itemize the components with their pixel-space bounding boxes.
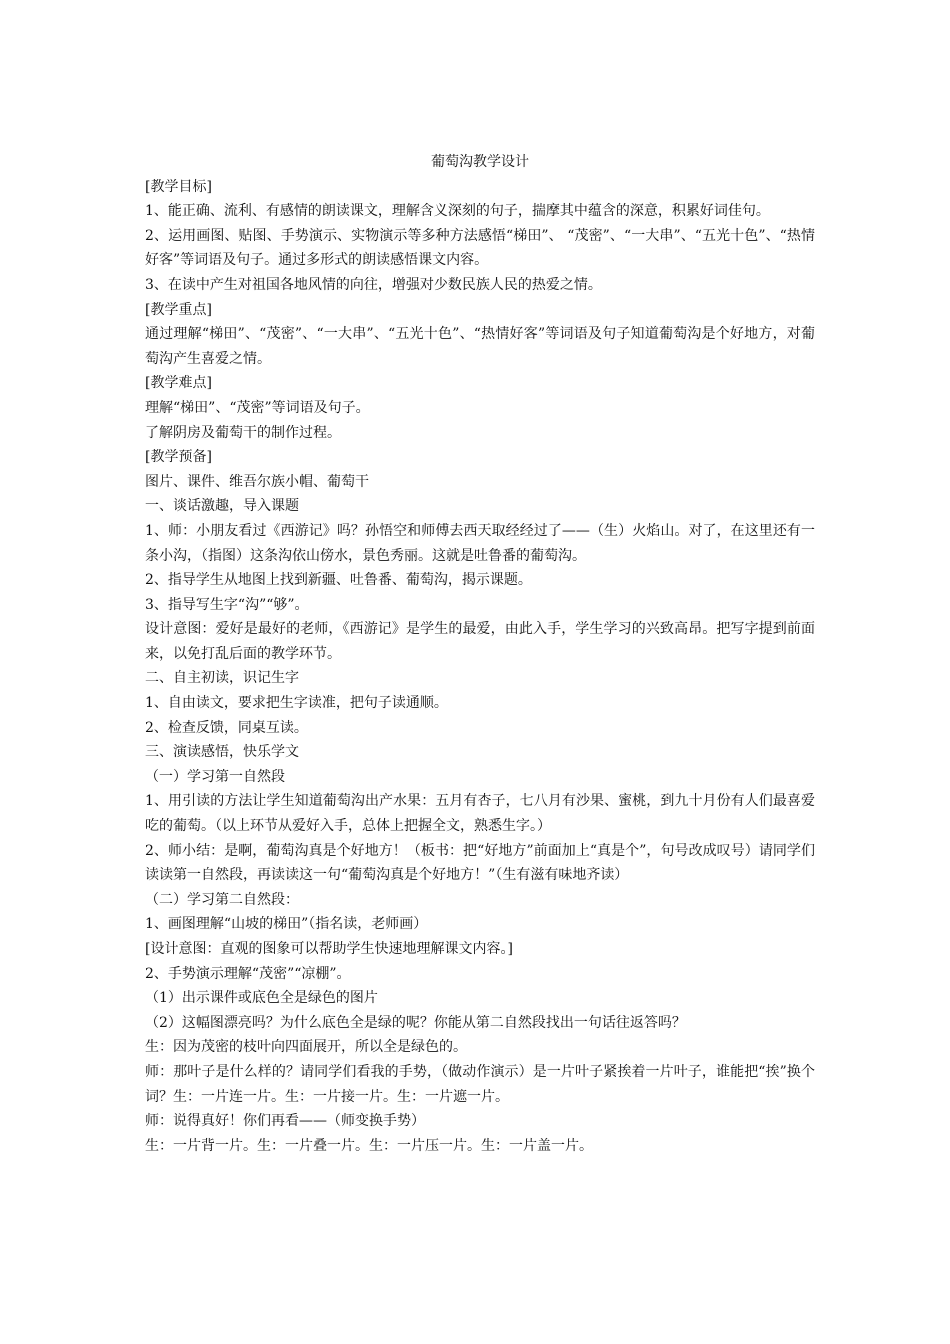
- paragraph: 2、手势演示理解“茂密”“凉棚”。: [145, 965, 351, 982]
- paragraph: 通过理解“梯田”、“茂密”、“一大串”、“五光十色”、“热情好客”等词语及句子知道葡萄沟是个好地方，对葡萄沟产生喜爱之情。: [145, 326, 815, 367]
- paragraph: 2、运用画图、贴图、手势演示、实物演示等多种方法感悟“梯田”、 “茂密”、“一大串”、“五光十色”、“热情好客”等词语及句子。通过多形式的朗读感悟课文内容。: [145, 227, 815, 269]
- paragraph: [教学难点]: [145, 375, 212, 392]
- paragraph: 3、指导写生字“沟”“够”。: [145, 596, 309, 613]
- paragraph: 二、自主初读，识记生字: [145, 670, 299, 687]
- paragraph: 1、画图理解“山坡的梯田”（指名读，老师画）: [145, 916, 428, 933]
- paragraph: 生：一片背一片。生：一片叠一片。生：一片压一片。生：一片盖一片。: [145, 1137, 593, 1154]
- paragraph: 2、师小结：是啊，葡萄沟真是个好地方！（板书：把“好地方”前面加上“真是个”，句号改成叹号）请同学们读读第一自然段，再读读这一句“葡萄沟真是个好地方！”（生有滋有味地齐读）: [145, 842, 815, 884]
- document-body: [145, 175, 815, 1159]
- document-title: 葡萄沟教学设计: [431, 154, 529, 170]
- paragraph: 2、指导学生从地图上找到新疆、吐鲁番、葡萄沟，揭示课题。: [145, 572, 532, 589]
- paragraph: 了解阴房及葡萄干的制作过程。: [145, 424, 341, 441]
- paragraph: [教学目标]: [145, 178, 212, 195]
- paragraph: 2、检查反馈，同桌互读。: [145, 719, 308, 736]
- paragraph: 3、在读中产生对祖国各地风情的向往，增强对少数民族人民的热爱之情。: [145, 276, 602, 293]
- paragraph: [教学预备]: [145, 449, 212, 466]
- paragraph: 生：因为茂密的枝叶向四面展开，所以全是绿色的。: [145, 1039, 467, 1056]
- paragraph: [设计意图：直观的图象可以帮助学生快速地理解课文内容。]: [145, 941, 513, 957]
- paragraph: （2）这幅图漂亮吗？为什么底色全是绿的呢？你能从第二自然段找出一句话往返答吗？: [145, 1014, 686, 1031]
- document-page: [145, 150, 815, 1158]
- paragraph: （二）学习第二自然段：: [145, 891, 299, 908]
- paragraph: 师：那叶子是什么样的？请同学们看我的手势，（做动作演示）是一片叶子紧挨着一片叶子，谁能把“挨”换个词？生：一片连一片。生：一片接一片。生：一片遮一片。: [145, 1063, 815, 1105]
- paragraph: 1、能正确、流利、有感情的朗读课文，理解含义深刻的句子，揣摩其中蕴含的深意，积累好词佳句。: [145, 203, 770, 220]
- paragraph: [教学重点]: [145, 301, 212, 318]
- paragraph: （一）学习第一自然段: [145, 768, 285, 785]
- paragraph: 设计意图：爱好是最好的老师，《西游记》是学生的最爱，由此入手，学生学习的兴致高昂。把写字提到前面来，以免打乱后面的教学环节。: [145, 621, 815, 662]
- paragraph: 1、用引读的方法让学生知道葡萄沟出产水果：五月有杏子，七八月有沙果、蜜桃，到九十月份有人们最喜爱吃的葡萄。（以上环节从爱好入手，总体上把握全文，熟悉生字。）: [145, 793, 815, 835]
- paragraph: 一、谈话激趣，导入课题: [145, 498, 299, 515]
- paragraph: （1）出示课件或底色全是绿色的图片: [145, 990, 378, 1007]
- paragraph: 1、师：小朋友看过《西游记》吗？孙悟空和师傅去西天取经经过了——（生）火焰山。对了，在这里还有一条小沟，（指图）这条沟依山傍水，景色秀丽。这就是吐鲁番的葡萄沟。: [145, 522, 815, 564]
- paragraph: 1、自由读文，要求把生字读准，把句子读通顺。: [145, 695, 448, 712]
- paragraph: 师：说得真好！你们再看——（师变换手势）: [145, 1113, 425, 1130]
- paragraph: 理解“梯田”、“茂密”等词语及句子。: [145, 399, 370, 416]
- paragraph: 图片、课件、维吾尔族小帽、葡萄干: [145, 473, 369, 490]
- paragraph: 三、演读感悟，快乐学文: [145, 744, 299, 761]
